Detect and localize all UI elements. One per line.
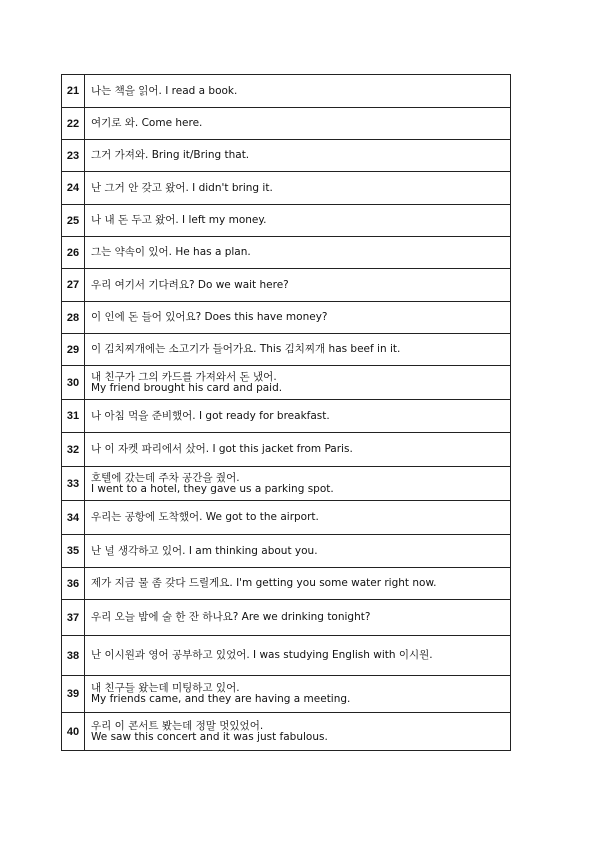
sentence-text: [85, 237, 511, 269]
table-row: [62, 535, 511, 568]
table-row: [62, 205, 511, 237]
table-row: [62, 172, 511, 205]
table-row: [62, 433, 511, 467]
sentence-line: 난 널 생각하고 있어. I am thinking about you.: [91, 544, 318, 557]
row-number: 23: [62, 140, 85, 172]
row-number: 39: [62, 676, 85, 713]
table-row: [62, 467, 511, 501]
sentence-line: 난 그거 안 갖고 왔어. I didn't bring it.: [91, 181, 273, 194]
table-row: [62, 636, 511, 676]
row-number: 30: [62, 366, 85, 400]
sentence-line: 내 친구들 왔는데 미팅하고 있어.: [91, 682, 240, 694]
sentence-text: [85, 75, 511, 108]
table-row: [62, 237, 511, 269]
row-number: 31: [62, 400, 85, 433]
sentence-line: My friend brought his card and paid.: [91, 381, 283, 394]
table-row: [62, 366, 511, 400]
row-number: 28: [62, 302, 85, 334]
table-row: [62, 269, 511, 302]
sentence-text: [85, 467, 511, 501]
row-number: 32: [62, 433, 85, 467]
row-number: 33: [62, 467, 85, 501]
sentence-line: 이 김치찌개에는 소고기가 들어가요. This 김치찌개 has beef in it.: [91, 343, 401, 355]
sentence-line: 우리는 공항에 도착했어. We got to the airport.: [91, 511, 319, 523]
sentence-text: [85, 172, 511, 205]
sentence-text: [85, 501, 511, 535]
row-number: 26: [62, 237, 85, 269]
sentence-text: [85, 568, 511, 600]
row-number: 34: [62, 501, 85, 535]
row-number: 37: [62, 600, 85, 636]
row-number: 36: [62, 568, 85, 600]
sentence-text: [85, 205, 511, 237]
table-row: [62, 302, 511, 334]
row-number: 29: [62, 334, 85, 366]
row-number: 40: [62, 713, 85, 751]
row-number: 38: [62, 636, 85, 676]
sentence-table: [61, 74, 511, 751]
sentence-text: [85, 433, 511, 467]
table-row: [62, 676, 511, 713]
row-number: 21: [62, 75, 85, 108]
sentence-line: 나 이 자켓 파리에서 샀어. I got this jacket from Paris.: [91, 443, 353, 455]
sentence-line: 나 내 돈 두고 왔어. I left my money.: [91, 214, 267, 226]
table-row: [62, 400, 511, 433]
sentence-text: [85, 108, 511, 140]
table-row: [62, 108, 511, 140]
sentence-text: [85, 302, 511, 334]
table-row: [62, 600, 511, 636]
row-number: 25: [62, 205, 85, 237]
sentence-line: 제가 지금 물 좀 갖다 드릴게요. I'm getting you some water right now.: [91, 577, 437, 589]
sentence-text: [85, 676, 511, 713]
table-row: [62, 334, 511, 366]
sentence-text: [85, 713, 511, 751]
sentence-text: [85, 535, 511, 568]
sentence-line: 호텔에 갔는데 주차 공간을 줬어.: [91, 471, 240, 484]
sentence-text: [85, 400, 511, 433]
sentence-line: 난 이시원과 영어 공부하고 있었어. I was studying English with 이시원.: [91, 649, 433, 661]
row-number: 24: [62, 172, 85, 205]
sentence-line: 여기로 와. Come here.: [91, 117, 203, 129]
table-row: [62, 713, 511, 751]
sentence-line: 우리 이 콘서트 봤는데 정말 멋있었어.: [91, 719, 264, 732]
table-row: [62, 140, 511, 172]
sentence-line: 그는 약속이 있어. He has a plan.: [91, 246, 251, 258]
sentence-text: [85, 366, 511, 400]
row-number: 22: [62, 108, 85, 140]
sentence-text: [85, 140, 511, 172]
sentence-text: [85, 269, 511, 302]
sentence-line: 나 아침 먹을 준비했어. I got ready for breakfast.: [91, 409, 330, 422]
sentence-text: [85, 600, 511, 636]
sentence-line: I went to a hotel, they gave us a parking spot.: [91, 482, 334, 495]
row-number: 27: [62, 269, 85, 302]
sentence-text: [85, 334, 511, 366]
sentence-line: 우리 여기서 기다려요? Do we wait here?: [91, 278, 289, 291]
sentence-line: We saw this concert and it was just fabulous.: [91, 730, 328, 743]
sentence-line: 이 인에 돈 들어 있어요? Does this have money?: [91, 311, 328, 323]
sentence-line: 나는 책을 읽어. I read a book.: [91, 84, 238, 97]
row-number: 35: [62, 535, 85, 568]
sentence-line: 우리 오늘 밤에 술 한 잔 하나요? Are we drinking tonight?: [91, 611, 371, 623]
sentence-line: 그거 가져와. Bring it/Bring that.: [91, 149, 250, 161]
sentence-line: My friends came, and they are having a meeting.: [91, 693, 351, 705]
table-row: [62, 501, 511, 535]
table-row: [62, 568, 511, 600]
table-row: [62, 75, 511, 108]
sentence-line: 내 친구가 그의 카드를 가져와서 돈 냈어.: [91, 370, 277, 383]
sentence-text: [85, 636, 511, 676]
